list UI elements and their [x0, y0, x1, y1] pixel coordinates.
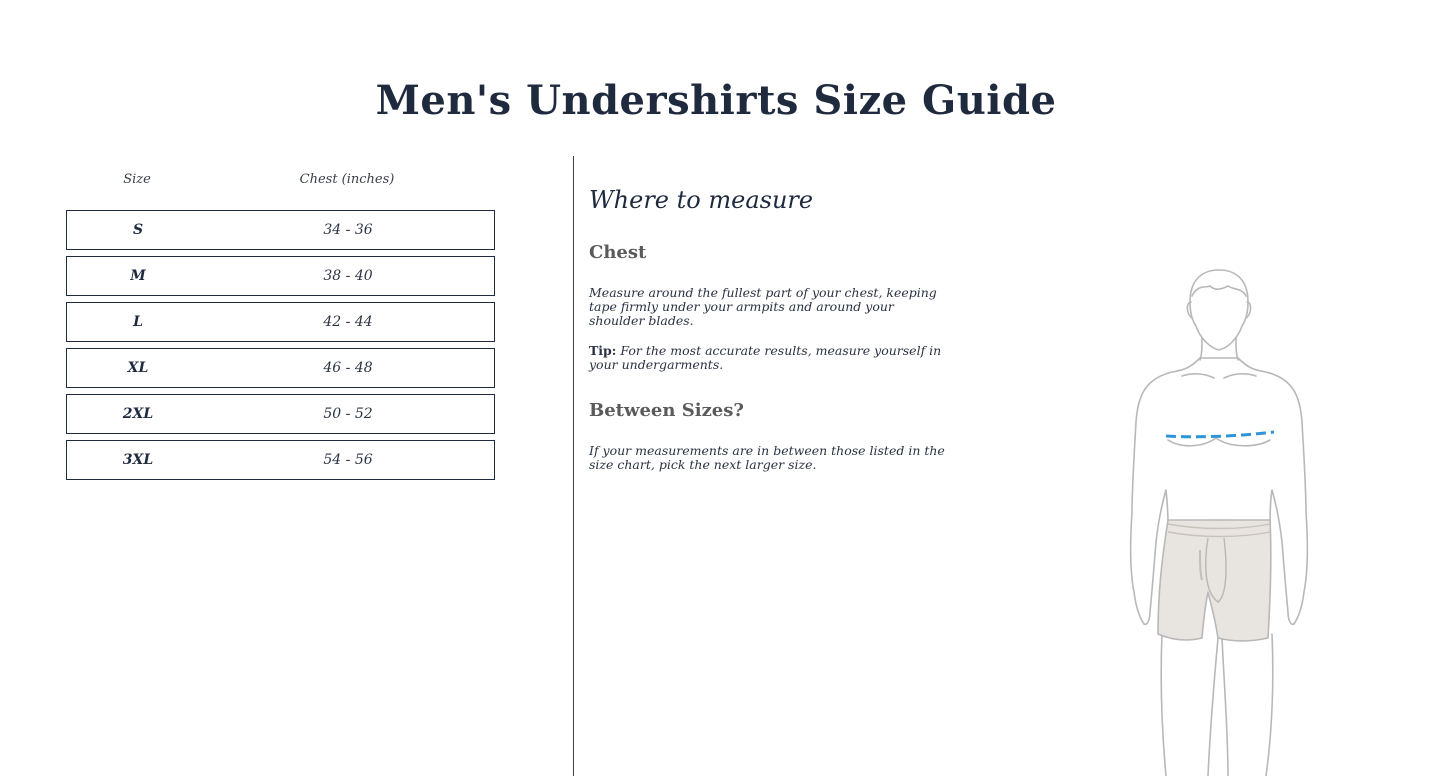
chest-cell: 50 - 52 — [323, 406, 373, 422]
chest-cell: 38 - 40 — [323, 268, 373, 284]
vertical-divider — [573, 156, 574, 776]
table-row — [66, 440, 495, 480]
measure-guide — [589, 182, 949, 472]
tip-label: Tip: — [589, 343, 617, 358]
between-sizes-title: Between Sizes? — [589, 400, 744, 421]
table-row — [66, 348, 495, 388]
chest-section-title: Chest — [589, 242, 647, 263]
size-cell: L — [133, 314, 143, 330]
tip-text: For the most accurate results, measure yourself in your undergarments. — [589, 343, 942, 372]
table-row — [66, 256, 495, 296]
chest-cell: 42 - 44 — [323, 314, 373, 330]
table-row — [66, 302, 495, 342]
chest-cell: 54 - 56 — [323, 452, 373, 468]
between-sizes-description: If your measurements are in between those listed in the size chart, pick the next larger size. — [589, 443, 945, 472]
chest-cell: 46 - 48 — [323, 360, 373, 376]
body-measurement-figure-icon — [1110, 262, 1330, 776]
size-cell: 2XL — [122, 406, 154, 422]
table-row — [66, 394, 495, 434]
size-cell: S — [132, 222, 144, 238]
tip-paragraph — [589, 344, 949, 372]
chest-column-header: Chest (inches) — [299, 172, 395, 187]
size-cell: XL — [127, 360, 149, 376]
table-header — [66, 172, 495, 196]
size-cell: M — [130, 268, 146, 284]
size-cell: 3XL — [122, 452, 154, 468]
table-row — [66, 210, 495, 250]
guide-heading: Where to measure — [589, 186, 814, 214]
size-column-header: Size — [123, 172, 151, 187]
size-table — [66, 172, 495, 468]
chest-description: Measure around the fullest part of your chest, keeping tape firmly under your armpits and around your shoulder blades. — [589, 285, 937, 328]
chest-cell: 34 - 36 — [323, 222, 373, 238]
page-title: Men's Undershirts Size Guide — [375, 77, 1057, 124]
